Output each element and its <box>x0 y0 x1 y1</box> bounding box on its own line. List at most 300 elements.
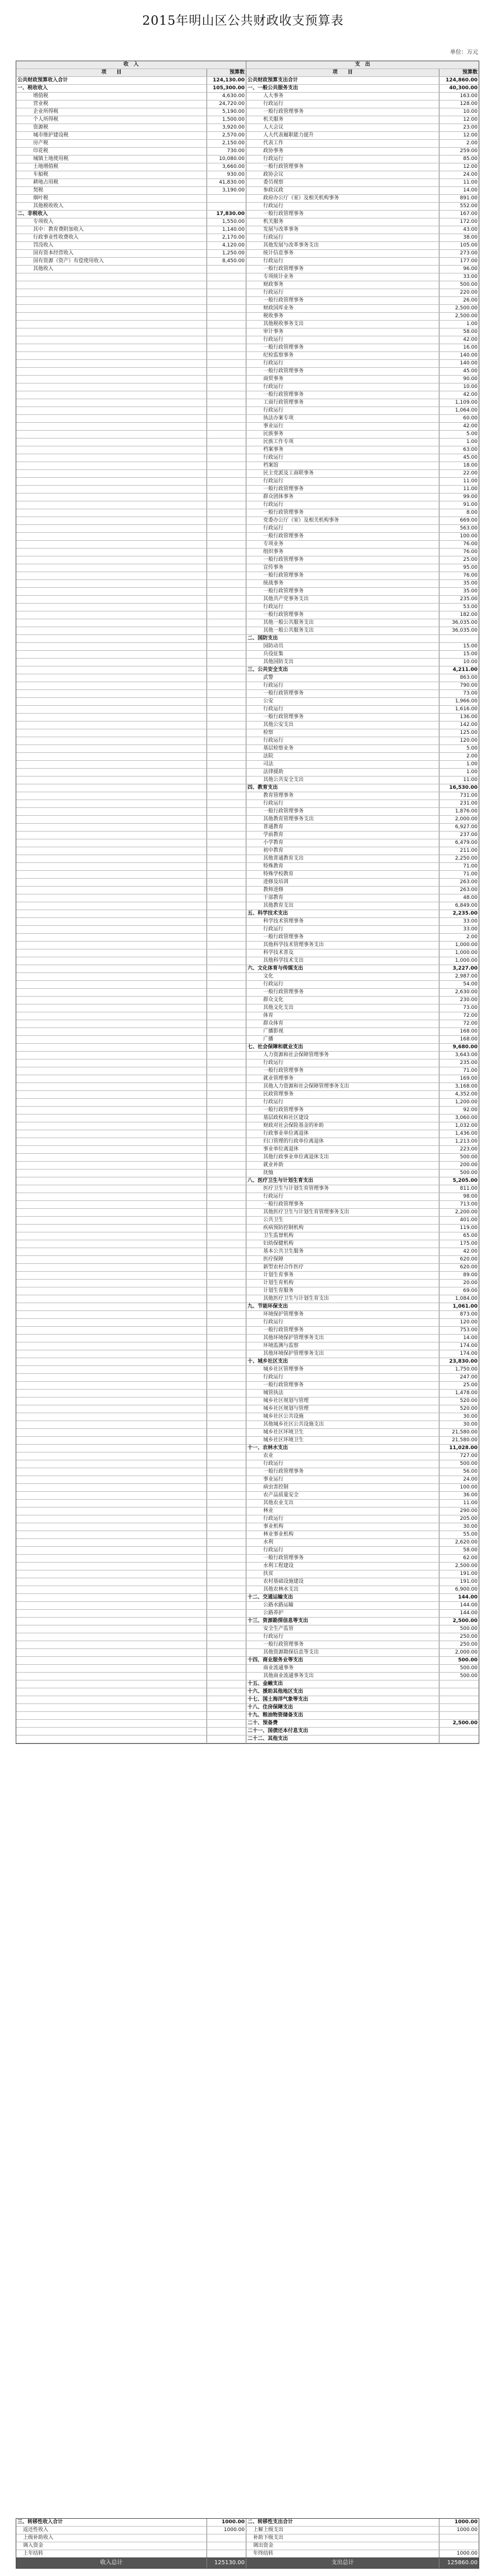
table-row <box>16 273 479 281</box>
expense-item-name: 科学技术普及 <box>246 949 439 957</box>
income-item-name <box>16 1350 207 1358</box>
table-row <box>16 572 479 580</box>
income-item-name <box>16 1028 207 1035</box>
table-row <box>16 1413 479 1421</box>
income-item-value: 3,660.00 <box>207 163 246 171</box>
income-item-name <box>16 1036 207 1043</box>
expense-item-value: 205.00 <box>460 1516 478 1522</box>
expense-item-name: 广播 <box>246 1036 439 1043</box>
expense-item-name: 行政运行 <box>246 454 439 462</box>
table-row <box>16 1193 479 1201</box>
table-row <box>16 1704 479 1712</box>
expense-item-name: 行政运行 <box>246 926 439 933</box>
expense-item-name: 就业管理事务 <box>246 1075 439 1083</box>
expense-header: 支 出 <box>355 62 370 67</box>
expense-item-name: 人力资源和社会保障管理事务 <box>246 1052 439 1059</box>
income-item-name <box>16 1272 207 1279</box>
expense-item-value <box>439 1728 479 1735</box>
expense-item-name: 参政议政 <box>246 187 439 194</box>
income-item-name <box>16 871 207 878</box>
income-item-name <box>16 494 207 501</box>
expense-item-value: 290.00 <box>460 1508 478 1514</box>
expense-item-name: 城乡社区公共设施 <box>246 1413 439 1421</box>
transfer-row <box>16 2527 479 2534</box>
income-item-name: 其他税收收入 <box>16 203 207 210</box>
expense-item-value: 125.00 <box>460 730 478 736</box>
expense-item-name: 行政运行 <box>246 682 439 689</box>
expense-item-value: 891.00 <box>460 195 478 201</box>
expense-item-value: 500.00 <box>460 1665 478 1671</box>
expense-item-name: 纪检监察事务 <box>246 352 439 359</box>
expense-item-name: 普通教育 <box>246 824 439 831</box>
expense-item-name: 一般行政管理事务 <box>246 509 439 517</box>
table-row <box>16 556 479 564</box>
table-row <box>16 1610 479 1618</box>
income-item-name <box>16 1335 207 1342</box>
expense-item-name: 城乡社区环境卫生 <box>246 1429 439 1436</box>
income-item-value <box>207 1287 246 1295</box>
table-row <box>16 1586 479 1594</box>
expense-item-value: 12.00 <box>463 117 478 122</box>
table-row <box>16 494 479 501</box>
income-item-name <box>16 423 207 430</box>
income-item-value <box>207 1350 246 1358</box>
table-row <box>16 816 479 824</box>
table-row <box>16 470 479 478</box>
expense-item-name: 八、医疗卫生与计划生育支出 <box>246 1177 439 1185</box>
table-row <box>16 997 479 1004</box>
expense-item-value: 92.00 <box>463 1107 478 1113</box>
table-row <box>16 643 479 651</box>
income-item-value <box>207 973 246 980</box>
income-header: 收 入 <box>16 61 246 68</box>
transfer-row <box>16 2542 479 2550</box>
income-item-value <box>207 910 246 917</box>
table-row <box>16 1059 479 1067</box>
income-item-name <box>16 1052 207 1059</box>
expense-item-name: 事业运行 <box>246 423 439 430</box>
income-item-value <box>207 1154 246 1161</box>
income-item-name <box>16 1083 207 1090</box>
income-item-name <box>16 847 207 855</box>
income-item-name <box>16 714 207 721</box>
expense-item-name: 发展与改革事务 <box>246 226 439 234</box>
table-row <box>16 1185 479 1193</box>
income-item-name <box>16 1327 207 1334</box>
expense-item-value: 169.00 <box>460 1076 478 1081</box>
table-row <box>16 800 479 808</box>
income-item-header: 项 目 <box>16 69 207 76</box>
expense-item-value: 1,109.00 <box>455 400 478 405</box>
income-item-value <box>207 352 246 359</box>
expense-item-value: 727.00 <box>460 1453 478 1459</box>
expense-item-value: 500.00 <box>460 1673 478 1679</box>
expense-item-name: 其他教育支出 <box>246 902 439 910</box>
income-item-name <box>16 1209 207 1216</box>
expense-item-name: 行政运行 <box>246 1193 439 1200</box>
column-header-row <box>16 69 479 77</box>
income-item-value <box>207 1539 246 1546</box>
expense-item-value: 5.00 <box>466 431 478 437</box>
expense-item-name: 其他环境保护管理事务支出 <box>246 1350 439 1358</box>
expense-item-name: 城乡社区规划与管理 <box>246 1397 439 1405</box>
expense-item-name: 其他行政事业单位离退休支出 <box>246 1154 439 1161</box>
expense-item-value: 811.00 <box>460 1186 478 1191</box>
expense-item-value <box>439 1704 479 1711</box>
expense-item-value: 3,227.00 <box>452 966 478 971</box>
income-item-name <box>16 627 207 634</box>
expense-item-name: 行政运行 <box>246 258 439 265</box>
expense-item-name: 基本公共卫生服务 <box>246 1248 439 1255</box>
expense-item-value: 45.00 <box>463 368 478 374</box>
income-item-name <box>16 321 207 328</box>
expense-item-value: 144.00 <box>460 1602 478 1608</box>
income-item-value <box>207 1311 246 1318</box>
expense-item-name: 卫生监督机构 <box>246 1232 439 1240</box>
income-item-name <box>16 1248 207 1255</box>
expense-item-name: 一般行政管理事务 <box>246 1107 439 1114</box>
expense-item-name: 农产品质量安全 <box>246 1492 439 1499</box>
table-row <box>16 863 479 871</box>
income-item-value <box>207 1067 246 1075</box>
table-row <box>16 439 479 446</box>
table-row <box>16 211 479 218</box>
expense-item-value: 231.00 <box>460 801 478 806</box>
expense-item-name: 二十、预备费 <box>246 1720 439 1727</box>
income-item-value <box>207 769 246 776</box>
income-item-value <box>207 635 246 642</box>
income-item-name <box>16 1712 207 1719</box>
expense-item-name: 兵役征集 <box>246 651 439 658</box>
table-row <box>16 407 479 415</box>
income-budget-header: 预算数 <box>207 69 246 76</box>
income-item-value: 1,500.00 <box>207 116 246 124</box>
expense-item-value: 3,060.00 <box>455 1115 478 1121</box>
income-item-name <box>16 336 207 344</box>
expense-item-value: 14.00 <box>463 1335 478 1341</box>
expense-item-value: 30.00 <box>463 1524 478 1529</box>
income-item-name <box>16 894 207 902</box>
expense-item-name: 一般行政管理事务 <box>246 297 439 304</box>
table-row <box>16 611 479 619</box>
table-row <box>16 824 479 832</box>
expense-item-value: 2,987.00 <box>455 974 478 979</box>
income-item-value <box>207 1523 246 1531</box>
income-item-value <box>207 596 246 603</box>
income-item-name <box>16 651 207 658</box>
table-row <box>16 108 479 116</box>
table-row <box>16 1036 479 1044</box>
income-item-name <box>16 541 207 548</box>
expense-item-value: 43.00 <box>463 227 478 232</box>
table-row <box>16 399 479 407</box>
expense-item-name: 行政运行 <box>246 234 439 241</box>
income-item-value: 1,250.00 <box>207 250 246 257</box>
income-item-name <box>16 682 207 689</box>
expense-item-name: 其他科学技术管理事务支出 <box>246 942 439 949</box>
income-item-name <box>16 1319 207 1326</box>
expense-item-name: 税收事务 <box>246 313 439 320</box>
income-item-value <box>207 549 246 556</box>
table-row <box>16 1138 479 1146</box>
expense-item-name: 环境保护管理事务 <box>246 1311 439 1318</box>
income-item-name <box>16 1059 207 1067</box>
table-row <box>16 218 479 226</box>
expense-item-value: 500.00 <box>460 282 478 287</box>
expense-item-value: 62.00 <box>463 1555 478 1561</box>
income-item-value <box>207 1083 246 1090</box>
expense-item-value: 76.00 <box>463 573 478 578</box>
expense-item-value: 76.00 <box>463 541 478 547</box>
expense-item-value: 16.00 <box>463 345 478 350</box>
income-item-value <box>207 1704 246 1711</box>
expense-item-value: 11.00 <box>463 486 478 492</box>
income-item-name: 土地增值税 <box>16 163 207 171</box>
table-row <box>16 957 479 965</box>
table-row <box>16 391 479 399</box>
expense-item-name: 行政运行 <box>246 981 439 988</box>
income-item-name <box>16 942 207 949</box>
income-item-name <box>16 305 207 312</box>
table-row <box>16 1052 479 1059</box>
income-item-value <box>207 651 246 658</box>
income-item-value <box>207 1374 246 1381</box>
income-item-name <box>16 1531 207 1538</box>
expense-item-name: 公共卫生 <box>246 1217 439 1224</box>
income-item-name <box>16 1201 207 1208</box>
table-row <box>16 698 479 706</box>
expense-item-value: 669.00 <box>460 518 478 523</box>
table-row <box>16 714 479 721</box>
unit-label: 单位：万元 <box>450 49 478 56</box>
income-item-name <box>16 1232 207 1240</box>
expense-item-name: 二十二、其他支出 <box>246 1735 439 1743</box>
income-item-value: 3,920.00 <box>207 124 246 131</box>
income-item-value <box>207 1555 246 1562</box>
expense-item-name: 行政运行 <box>246 336 439 344</box>
table-row <box>16 1555 479 1563</box>
expense-item-name: 一般行政管理事务 <box>246 572 439 579</box>
expense-item-value <box>439 635 479 642</box>
expense-item-name: 人大代表履职能力提升 <box>246 132 439 139</box>
income-item-name: 其他收入 <box>16 266 207 273</box>
income-item-value <box>207 1012 246 1020</box>
table-row <box>16 541 479 549</box>
income-item-value <box>207 462 246 469</box>
income-item-value <box>207 926 246 933</box>
income-item-name <box>16 1696 207 1703</box>
expense-item-name: 农业 <box>246 1453 439 1460</box>
income-item-name <box>16 572 207 579</box>
income-item-name <box>16 1633 207 1641</box>
income-item-value <box>207 1256 246 1263</box>
income-item-value: 1,140.00 <box>207 226 246 234</box>
transfer-expense-name: 补助下级支出 <box>246 2534 439 2542</box>
expense-item-value: 1,064.00 <box>455 408 478 413</box>
table-row <box>16 753 479 761</box>
expense-item-name: 十三、资源勘探信息等支出 <box>246 1618 439 1625</box>
income-item-name <box>16 619 207 627</box>
table-row <box>16 1397 479 1405</box>
expense-item-value: 2,620.00 <box>455 1540 478 1545</box>
expense-item-value: 163.00 <box>460 93 478 99</box>
transfer-row <box>16 2550 479 2558</box>
expense-item-value: 2.00 <box>466 140 478 146</box>
income-item-value <box>207 1578 246 1586</box>
table-row <box>16 446 479 454</box>
income-item-value <box>207 792 246 800</box>
income-item-name: 烟叶税 <box>16 195 207 202</box>
expense-item-name: 四、教育支出 <box>246 784 439 792</box>
expense-item-value: 8.00 <box>466 510 478 515</box>
expense-item-value: 1,000.00 <box>455 942 478 948</box>
expense-item-value: 500.00 <box>460 1461 478 1467</box>
income-item-value <box>207 344 246 351</box>
table-row <box>16 1327 479 1335</box>
income-item-value <box>207 431 246 438</box>
income-item-value <box>207 509 246 517</box>
expense-item-name: 一般行政管理事务 <box>246 556 439 564</box>
expense-item-value: 9,680.00 <box>452 1044 478 1050</box>
income-item-name <box>16 1688 207 1696</box>
income-item-name <box>16 1170 207 1177</box>
table-row <box>16 1712 479 1720</box>
table-row <box>16 894 479 902</box>
income-item-value <box>207 714 246 721</box>
income-item-value <box>207 1720 246 1727</box>
expense-item-value: 91.00 <box>463 502 478 508</box>
income-item-name <box>16 902 207 910</box>
income-item-name <box>16 855 207 862</box>
expense-item-value: 15.00 <box>463 643 478 649</box>
expense-item-name: 行政运行 <box>246 800 439 807</box>
expense-item-name: 十六、援助其他地区支出 <box>246 1688 439 1696</box>
income-item-name: 国有资源（资产）有偿使用收入 <box>16 258 207 265</box>
income-item-name <box>16 509 207 517</box>
income-item-name <box>16 918 207 925</box>
income-item-value <box>207 446 246 454</box>
income-item-name <box>16 784 207 792</box>
income-item-name <box>16 1004 207 1012</box>
expense-item-value: 259.00 <box>460 148 478 154</box>
income-item-name <box>16 643 207 650</box>
expense-item-value <box>439 1696 479 1703</box>
table-row <box>16 1665 479 1673</box>
expense-item-name: 十、城乡社区支出 <box>246 1358 439 1365</box>
expense-item-name: 就业补助 <box>246 1162 439 1169</box>
expense-item-name: 行政运行 <box>246 501 439 509</box>
table-row <box>16 1602 479 1610</box>
income-item-value <box>207 1036 246 1043</box>
income-item-name: 专项收入 <box>16 218 207 226</box>
expense-item-value: 2,630.00 <box>455 989 478 995</box>
income-item-value <box>207 266 246 273</box>
expense-item-name: 行政运行 <box>246 203 439 210</box>
table-row <box>16 1170 479 1177</box>
expense-item-value: 71.00 <box>463 864 478 869</box>
income-item-value: 4,630.00 <box>207 93 246 100</box>
income-item-value <box>207 800 246 807</box>
expense-item-name: 十七、国土海洋气象等支出 <box>246 1696 439 1703</box>
table-row <box>16 525 479 533</box>
expense-item-value: 35.00 <box>463 588 478 594</box>
expense-item-value: 237.00 <box>460 832 478 838</box>
expense-item-name: 一般行政管理事务 <box>246 391 439 399</box>
expense-item-name: 一般行政管理事务 <box>246 1382 439 1389</box>
income-item-name <box>16 1625 207 1633</box>
table-row <box>16 784 479 792</box>
income-item-name <box>16 1067 207 1075</box>
income-item-name <box>16 1453 207 1460</box>
table-row <box>16 1091 479 1099</box>
transfer-income-value: 1000.00 <box>207 2527 246 2534</box>
income-item-name <box>16 1578 207 1586</box>
income-item-value: 2,170.00 <box>207 234 246 241</box>
expense-item-value: 263.00 <box>460 879 478 885</box>
income-item-value <box>207 454 246 462</box>
table-row <box>16 1374 479 1382</box>
table-row <box>16 777 479 784</box>
expense-item-name: 二十一、国债还本付息支出 <box>246 1728 439 1735</box>
expense-item-name: 检察 <box>246 729 439 737</box>
expense-item-value: 55.00 <box>463 1532 478 1537</box>
table-row <box>16 352 479 360</box>
income-item-name <box>16 1563 207 1570</box>
table-row <box>16 596 479 604</box>
income-item-name <box>16 478 207 485</box>
expense-item-name: 其他国防支出 <box>246 659 439 666</box>
expense-item-value: 168.00 <box>460 1029 478 1034</box>
expense-item-name: 审计事务 <box>246 328 439 336</box>
expense-item-name: 公路养护 <box>246 1610 439 1617</box>
expense-item-value: 1,000.00 <box>455 958 478 963</box>
expense-item-name: 统战事务 <box>246 580 439 587</box>
table-row <box>16 486 479 494</box>
income-item-name <box>16 1508 207 1515</box>
income-item-value <box>207 847 246 855</box>
expense-item-name: 行政运行 <box>246 737 439 745</box>
expense-item-value: 90.00 <box>463 376 478 382</box>
expense-item-name: 机关服务 <box>246 116 439 124</box>
table-row <box>16 1382 479 1390</box>
expense-item-name: 科学技术管理事务 <box>246 918 439 925</box>
income-item-value <box>207 1570 246 1578</box>
income-item-name: 二、非税收入 <box>16 211 207 218</box>
table-row <box>16 965 479 973</box>
income-item-name <box>16 1217 207 1224</box>
income-item-value <box>207 1217 246 1224</box>
expense-item-name: 群众团体事务 <box>246 494 439 501</box>
income-item-name <box>16 808 207 815</box>
expense-item-name: 行政运行 <box>246 407 439 414</box>
income-item-value <box>207 784 246 792</box>
expense-item-value: 2,500.00 <box>455 313 478 319</box>
expense-item-name: 行政运行 <box>246 706 439 713</box>
expense-item-value: 95.00 <box>463 565 478 570</box>
expense-item-value: 96.00 <box>463 266 478 272</box>
table-row <box>16 1547 479 1555</box>
expense-item-value: 72.00 <box>463 1013 478 1018</box>
expense-item-name: 民族事务 <box>246 431 439 438</box>
income-item-name <box>16 1680 207 1688</box>
transfer-income-name: 上级补助收入 <box>16 2534 207 2542</box>
expense-item-value: 100.00 <box>460 533 478 539</box>
expense-total-value: 125860.00 <box>447 2560 478 2566</box>
income-item-name <box>16 486 207 493</box>
expense-item-name: 教育管理事务 <box>246 792 439 800</box>
income-item-value <box>207 1358 246 1365</box>
income-item-value <box>207 580 246 587</box>
